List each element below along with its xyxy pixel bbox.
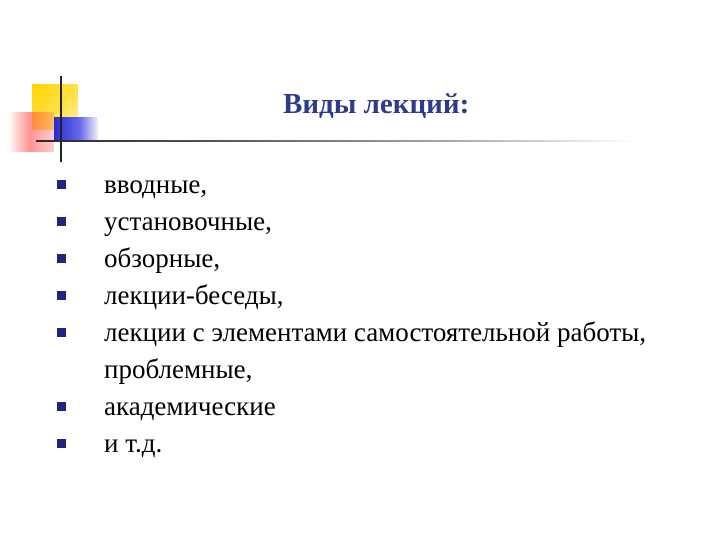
square-bullet-icon	[57, 254, 66, 263]
list-item	[0, 166, 664, 203]
square-bullet-icon	[57, 217, 66, 226]
list-item-text: лекции с элементами самостоятельной работы, проблемные,	[104, 317, 647, 384]
list-item	[0, 240, 664, 277]
square-bullet-icon	[57, 402, 66, 411]
slide-title: Виды лекций:	[283, 88, 470, 120]
title-underline	[36, 140, 636, 142]
list-item-text: лекции-беседы,	[104, 280, 284, 310]
list-item-text: обзорные,	[104, 243, 221, 273]
bullet-list	[0, 166, 664, 462]
decorative-vertical-line	[60, 76, 62, 162]
square-bullet-icon	[57, 180, 66, 189]
list-item-text: вводные,	[104, 169, 208, 199]
list-item	[0, 203, 664, 240]
list-item	[0, 425, 664, 462]
decorative-red-bar	[10, 112, 54, 152]
list-item	[0, 388, 664, 425]
list-item-text: академические	[104, 391, 276, 421]
list-item-text: установочные,	[104, 206, 272, 236]
square-bullet-icon	[57, 439, 66, 448]
list-item	[0, 314, 664, 388]
square-bullet-icon	[57, 328, 66, 337]
list-item	[0, 277, 664, 314]
square-bullet-icon	[57, 291, 66, 300]
list-item-text: и т.д.	[104, 428, 163, 458]
